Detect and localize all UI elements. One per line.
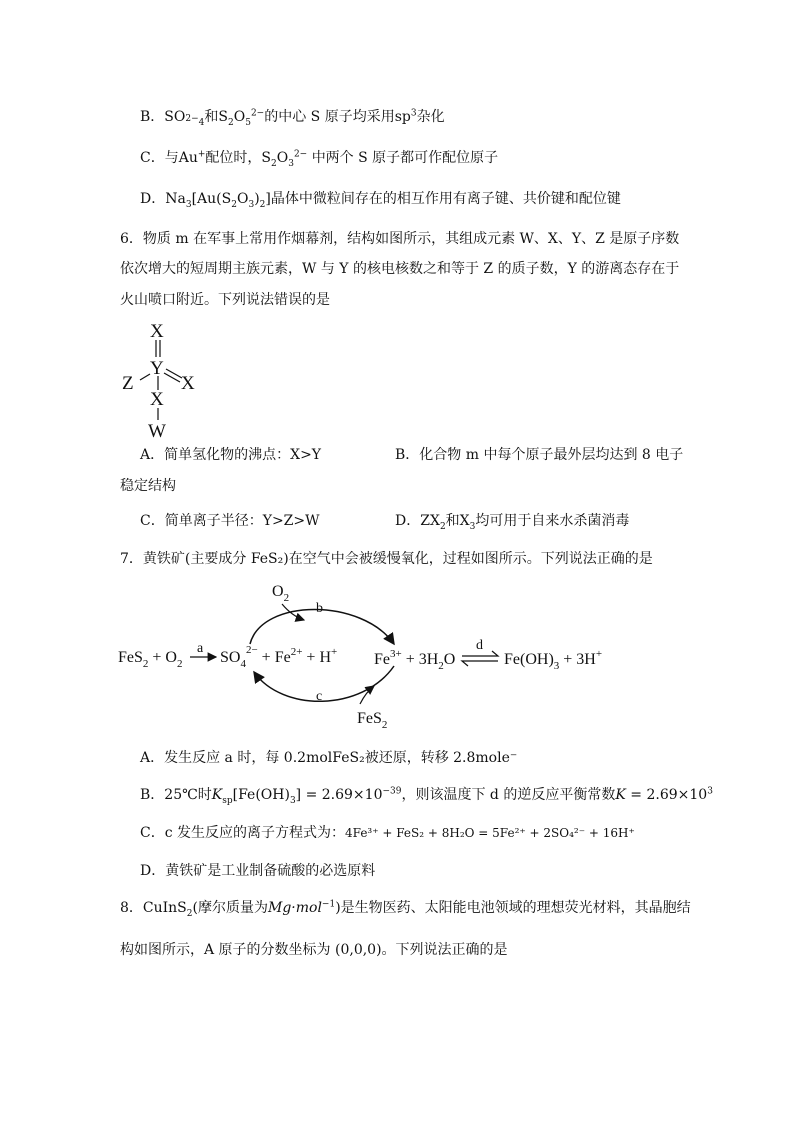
q6-stem-line3: 火山喷口附近。下列说法错误的是	[120, 292, 330, 308]
q7-option-d: D．黄铁矿是工业制备硫酸的必选原料	[140, 863, 376, 879]
reactants: $FeS_2 + O_2$	[118, 649, 183, 670]
q7-option-b: B．25℃时$K_{sp}[Fe(OH)_3] = 2.69\times 10^{-39}$，则该温度下 d 的逆反应平衡常数$K = 2.69\times 10^3$	[140, 786, 713, 806]
q6-option-b-line1: B．化合物 m 中每个原子最外层均达到 8 电子	[395, 447, 684, 463]
q6-option-a: A．简单氢化物的沸点：X>Y	[140, 447, 322, 463]
atom-w-bottom: W	[148, 421, 166, 442]
q7-stem: 7．黄铁矿(主要成分 FeS₂)在空气中会被缓慢氧化，过程如图所示。下列说法正确的是	[120, 551, 653, 567]
d-label: d	[476, 638, 483, 653]
q7-option-a: A．发生反应 a 时，每 0.2molFeS₂被还原，转移 2.8mole⁻	[140, 750, 518, 766]
fes2-bottom: FeS$_2$	[357, 710, 388, 730]
q6-stem-line2: 依次增大的短周期主族元素，W 与 Y 的核电核数之和等于 Z 的质子数，Y 的游离态存在于	[120, 261, 680, 277]
q6-option-b-line2: 稳定结构	[120, 478, 176, 494]
atom-x-below: X	[150, 389, 164, 410]
so4-fe2-h: $SO_4^{2-} + Fe^{2+} + H^+$	[220, 644, 338, 670]
q8-stem-line1: 8．CuInS$_2$(摩尔质量为Mg·mol$^{-1}$)是生物医药、太阳能电池领域的理想荧光材料，其晶胞结	[120, 899, 691, 919]
q6-option-c: C．简单离子半径：Y>Z>W	[140, 513, 320, 529]
atom-x-top: X	[150, 321, 164, 342]
fe3-h2o: $Fe^{3+} + 3H_2O$	[374, 648, 456, 672]
q5-option-c: C．与Au+配位时，$S_2O_3^{2-}$ 中两个 S 原子都可作配位原子	[140, 149, 499, 169]
q6-structure-diagram	[112, 316, 222, 442]
q7-option-c: C．c 发生反应的离子方程式为：4Fe³⁺ + FeS₂ + 8H₂O = 5Fe²⁺ + 2SO₄²⁻ + 16H⁺	[140, 825, 635, 841]
q7-reaction-diagram	[112, 578, 632, 730]
b-label: b	[316, 601, 323, 616]
feoh3-h: $Fe(OH)_3 + 3H^+$	[504, 648, 603, 672]
atom-x-right: X	[181, 373, 195, 394]
atom-z-left: Z	[122, 373, 134, 394]
a-label: a	[197, 641, 204, 656]
q5-option-b: B．$SO_{^{2-}4}$和$S_2O_5^{2-}$的中心 S 原子均采用$sp^3$杂化	[140, 108, 445, 128]
q8-stem-line2: 构如图所示，A 原子的分数坐标为 (0,0,0)。下列说法正确的是	[120, 942, 508, 958]
c-label: c	[316, 689, 323, 704]
o2-label: $O_2$	[272, 583, 290, 604]
q6-option-d: D．$ZX_2$和$X_3$均可用于自来水杀菌消毒	[395, 513, 630, 532]
q5-option-d: D．$Na_3[Au(S_2O_3)_2]$晶体中微粒间存在的相互作用有离子键、共价键和配位键	[140, 191, 621, 210]
atom-y-center: Y	[150, 358, 164, 379]
q6-stem-line1: 6．物质 m 在军事上常用作烟幕剂，结构如图所示，其组成元素 W、X、Y、Z 是原子序数	[120, 231, 680, 247]
